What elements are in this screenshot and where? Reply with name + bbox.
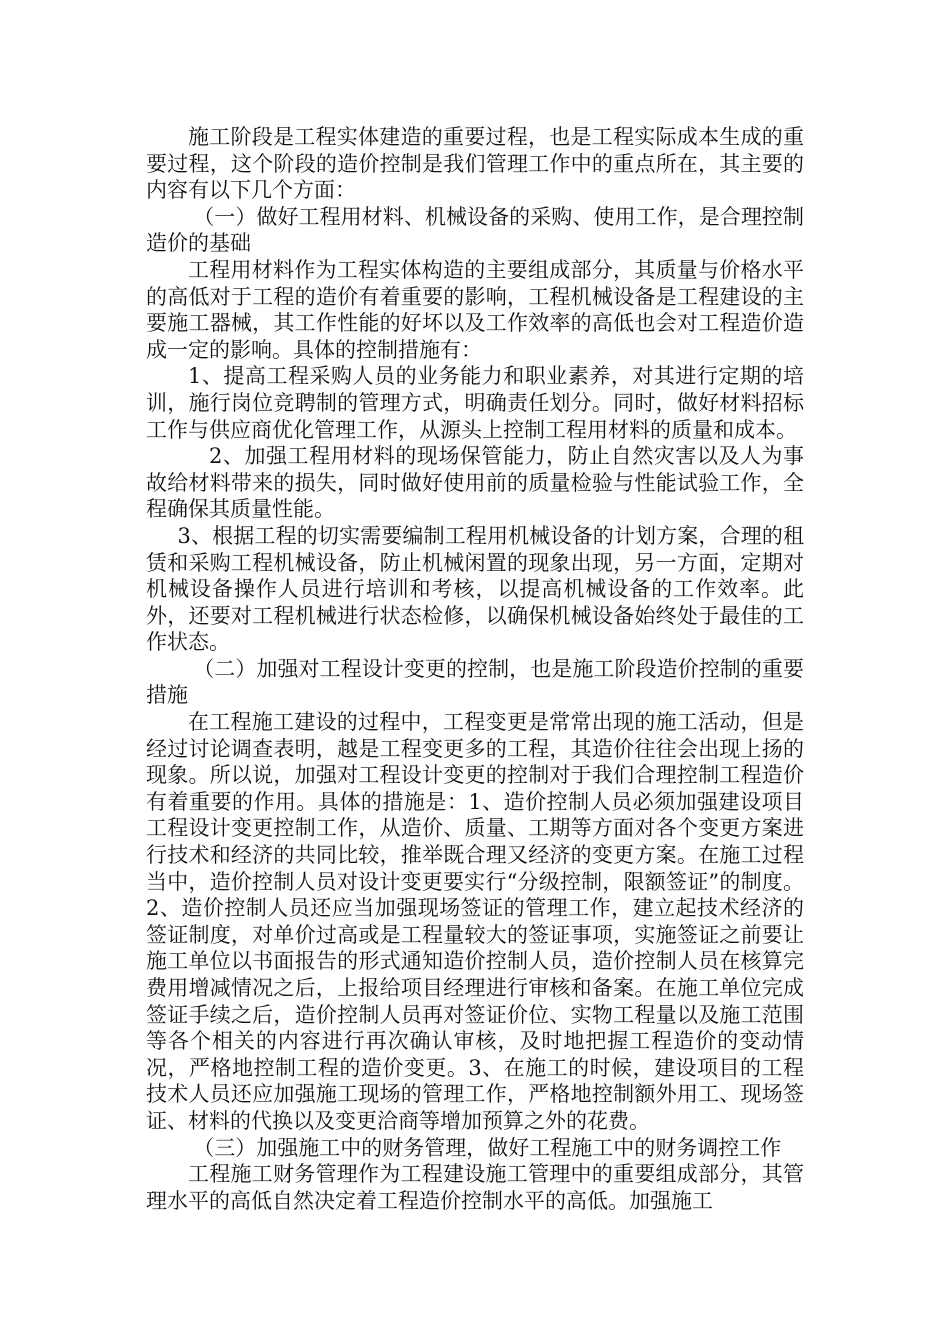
section-2-paragraph: 在工程施工建设的过程中，工程变更是常常出现的施工活动，但是经过讨论调查表明，越是工程变更多的工程，其造价往往会出现上扬的现象。所以说，加强对工程设计变更的控制对于我们合理控制工程造价有着重要的作用。具体的措施是：1、造价控制人员必须加强建设项目工程设计变更控制工作，从造价、质量、工期等方面对各个变更方案进行技术和经济的共同比较，推举既合理又经济的变更方案。在施工过程当中，造价控制人员对设计变更要实行“分级控制，限额签证”的制度。2、造价控制人员还应当加强现场签证的管理工作，建立起技术经济的签证制度，对单价过高或是工程量较大的签证事项，实施签证之前要让施工单位以书面报告的形式通知造价控制人员，造价控制人员在核算完费用增减情况之后，上报给项目经理进行审核和备案。在施工单位完成签证手续之后，造价控制人员再对签证价位、实物工程量以及施工范围等各个相关的内容进行再次确认审核，及时地把握工程造价的变动情况，严格地控制工程的造价变更。3、在施工的时候，建设项目的工程技术人员还应加强施工现场的管理工作，严格地控制额外用工、现场签证、材料的代换以及变更洽商等增加预算之外的花费。 (146, 710, 804, 1133)
section-heading-2: （二）加强对工程设计变更的控制，也是施工阶段造价控制的重要措施 (146, 656, 804, 708)
measure-2-paragraph: 2、加强工程用材料的现场保管能力，防止自然灾害以及人为事故给材料带来的损失，同时做好使用前的质量检验与性能试验工作，全程确保其质量性能。 (146, 444, 804, 522)
measure-1-paragraph: 1、提高工程采购人员的业务能力和职业素养，对其进行定期的培训，施行岗位竞聘制的管理方式，明确责任划分。同时，做好材料招标工作与供应商优化管理工作，从源头上控制工程用材料的质量和成本。 (146, 364, 804, 442)
section-heading-1: （一）做好工程用材料、机械设备的采购、使用工作，是合理控制造价的基础 (146, 204, 804, 256)
intro-paragraph: 施工阶段是工程实体建造的重要过程，也是工程实际成本生成的重要过程，这个阶段的造价控制是我们管理工作中的重点所在，其主要的内容有以下几个方面： (146, 125, 804, 203)
measure-3-paragraph: 3、根据工程的切实需要编制工程用机械设备的计划方案，合理的租赁和采购工程机械设备，防止机械闲置的现象出现，另一方面，定期对机械设备操作人员进行培训和考核，以提高机械设备的工作效率。此外，还要对工程机械进行状态检修，以确保机械设备始终处于最佳的工作状态。 (146, 523, 804, 655)
document-body (146, 124, 804, 1214)
section-heading-3: （三）加强施工中的财务管理，做好工程施工中的财务调控工作 (193, 1135, 782, 1160)
section-3-paragraph: 工程施工财务管理作为工程建设施工管理中的重要组成部分，其管理水平的高低自然决定着工程造价控制水平的高低。加强施工 (146, 1162, 804, 1213)
section-1-paragraph: 工程用材料作为工程实体构造的主要组成部分，其质量与价格水平的高低对于工程的造价有着重要的影响，工程机械设备是工程建设的主要施工器械，其工作性能的好坏以及工作效率的高低也会对工程造价造成一定的影响。具体的控制措施有： (146, 257, 804, 362)
